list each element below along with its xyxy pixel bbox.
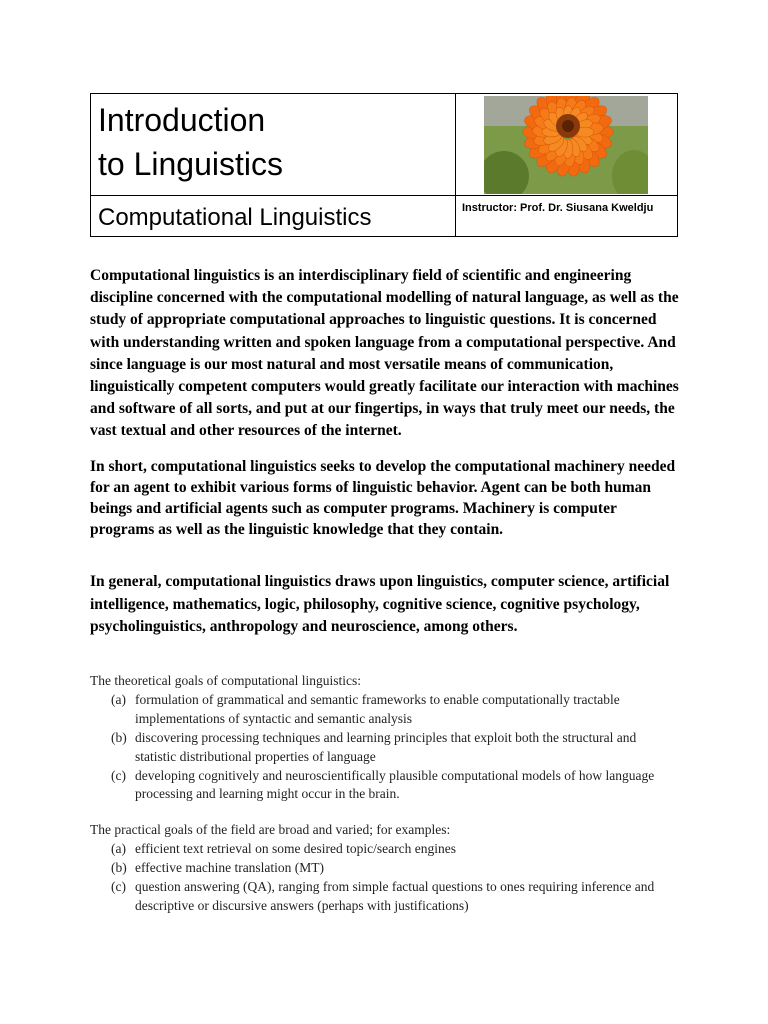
list-item bbox=[90, 859, 680, 878]
title-cell bbox=[91, 94, 456, 196]
title-line-1: Introduction bbox=[98, 102, 266, 138]
subtitle: Computational Linguistics bbox=[98, 204, 372, 231]
list-item bbox=[90, 878, 680, 916]
list-marker: (b) bbox=[111, 859, 127, 875]
list-item-text: effective machine translation (MT) bbox=[135, 859, 325, 875]
practical-goals bbox=[90, 821, 680, 916]
page-title bbox=[98, 98, 283, 186]
calendula-flower-image bbox=[484, 96, 648, 194]
list-item bbox=[90, 840, 680, 859]
subtitle-cell bbox=[91, 196, 456, 236]
list-marker: (c) bbox=[111, 767, 126, 783]
list-item-text: formulation of grammatical and semantic frameworks to enable computationally tractable implementations of syntactic and semantic analysis bbox=[135, 691, 620, 726]
theoretical-goals-list bbox=[90, 691, 680, 804]
paragraph-in-general: In general, computational linguistics draws upon linguistics, computer science, artificial intelligence, mathematics, logic, philosophy, cognitive science, cognitive psychology, psycholinguistics, anthropology and neuroscience, among others. bbox=[90, 573, 670, 635]
header-table bbox=[90, 93, 678, 237]
theoretical-goals-intro: The theoretical goals of computational linguistics: bbox=[90, 673, 362, 688]
list-marker: (a) bbox=[111, 691, 126, 707]
list-item-text: discovering processing techniques and learning principles that exploit both the structural and statistic distributional properties of language bbox=[135, 729, 637, 764]
list-item bbox=[90, 729, 680, 767]
title-line-2: to Linguistics bbox=[98, 146, 283, 182]
list-item-text: efficient text retrieval on some desired topic/search engines bbox=[135, 840, 457, 856]
list-item-text: question answering (QA), ranging from simple factual questions to ones requiring inference and descriptive or discursive answers (perhaps with justifications) bbox=[135, 878, 655, 913]
practical-goals-intro: The practical goals of the field are broad and varied; for examples: bbox=[90, 822, 451, 837]
list-marker: (c) bbox=[111, 878, 126, 894]
practical-goals-list bbox=[90, 840, 680, 916]
paragraph-intro: Computational linguistics is an interdisciplinary field of scientific and engineering discipline concerned with the computational modelling of natural language, as well as the study of appropriate computational approaches to linguistic questions. It is concerned with understanding written and spoken language from a computational perspective. And since language is our most natural and most versatile means of communication, linguistically competent computers would greatly facilitate our interaction with machines and software of all sorts, and put at our fingertips, in ways that truly meet our needs, the vast textual and other resources of the internet. bbox=[90, 267, 679, 440]
list-item-text: developing cognitively and neuroscientifically plausible computational models of how language processing and learning might occur in the brain. bbox=[135, 767, 655, 802]
theoretical-goals bbox=[90, 672, 680, 804]
paragraph-in-short: In short, computational linguistics seeks to develop the computational machinery needed for an agent to exhibit various forms of linguistic behavior. Agent can be both human beings and artificial agents such as computer programs. Machinery is computer programs as well as the linguistic knowledge that they contain. bbox=[90, 458, 676, 538]
instructor-label: Instructor: Prof. Dr. Siusana Kweldju bbox=[462, 202, 654, 214]
image-cell bbox=[456, 94, 677, 196]
list-item bbox=[90, 767, 680, 805]
list-marker: (a) bbox=[111, 840, 126, 856]
list-item bbox=[90, 691, 680, 729]
instructor-cell bbox=[456, 196, 677, 236]
list-marker: (b) bbox=[111, 729, 127, 745]
